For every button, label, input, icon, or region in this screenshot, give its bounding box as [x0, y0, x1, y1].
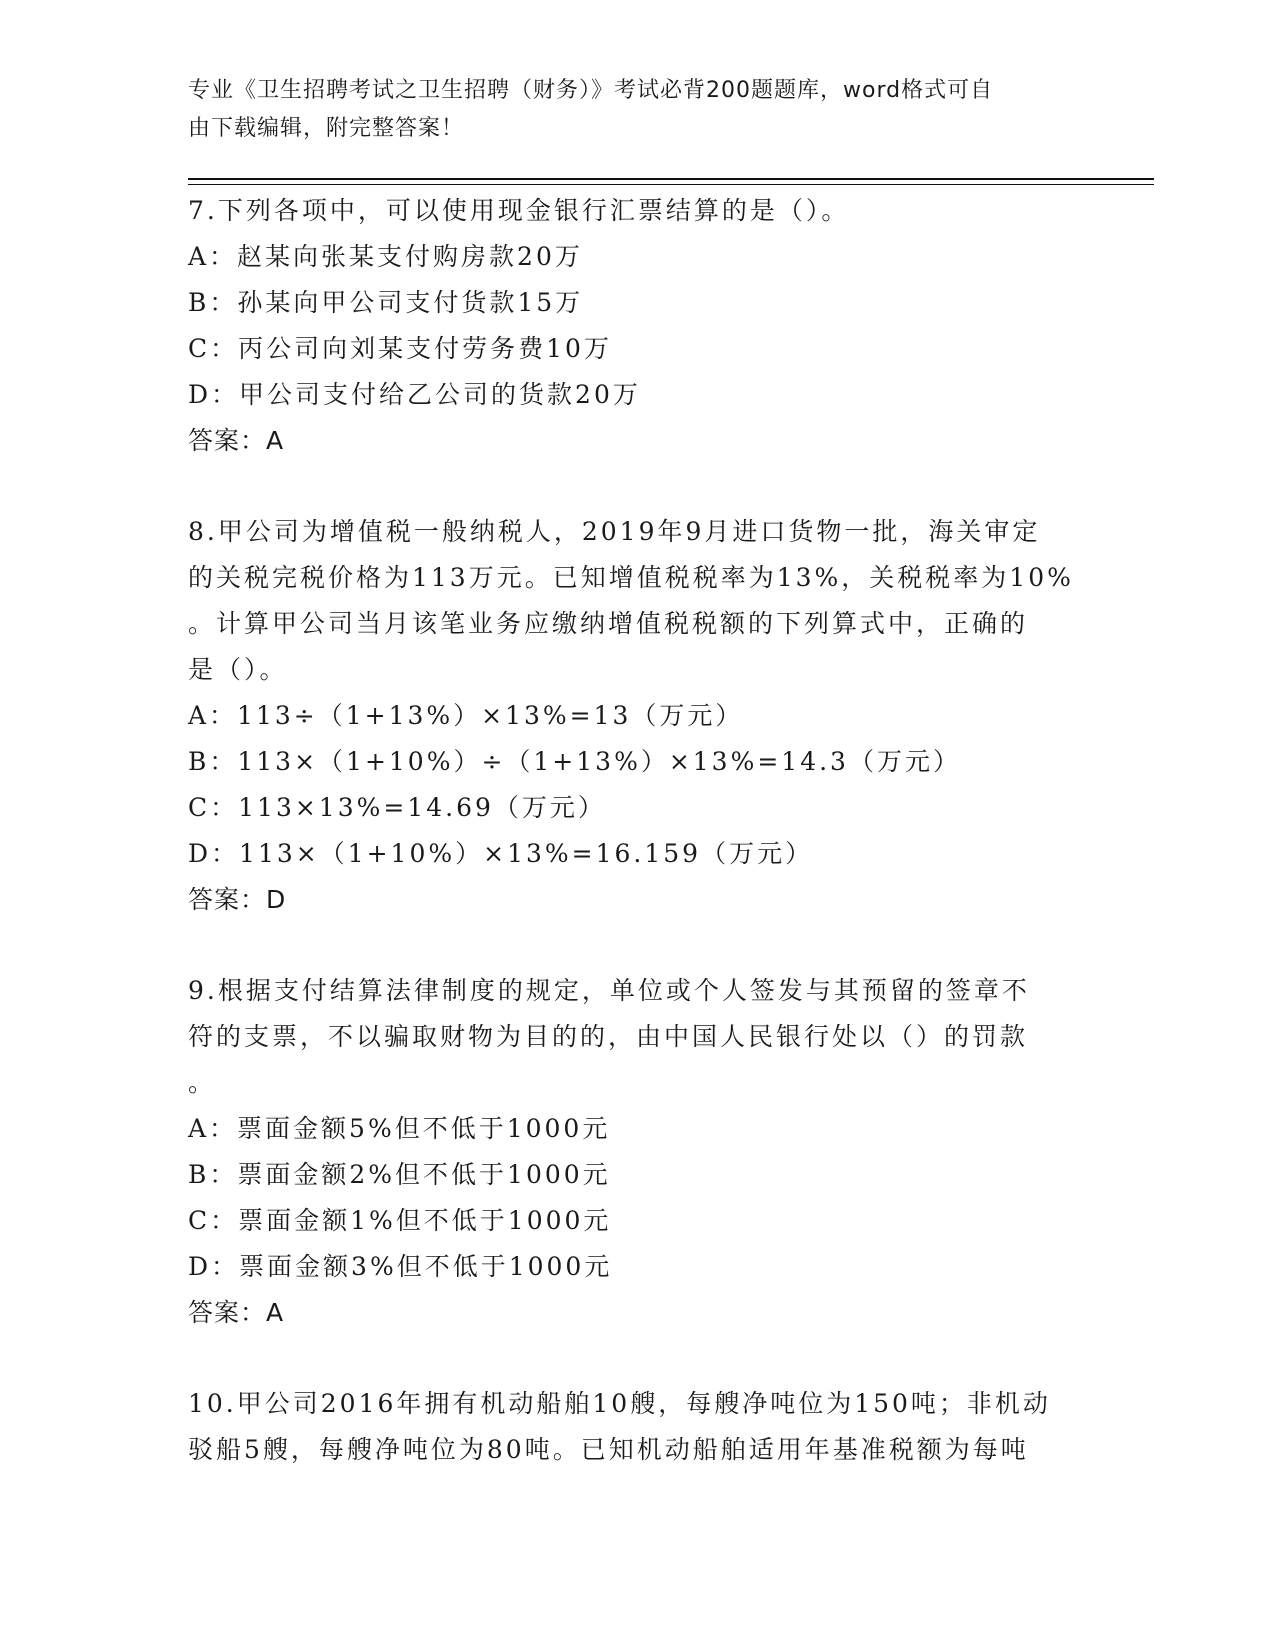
- question-spacer: [188, 464, 1088, 509]
- option-b: B：孙某向甲公司支付货款15万: [188, 288, 584, 317]
- question-spacer: [188, 1336, 1088, 1381]
- option-d: D：113×（1+10%）×13%=16.159（万元）: [188, 839, 814, 868]
- question-10: [188, 1381, 1088, 1473]
- question-text-line: 驳船5艘，每艘净吨位为80吨。已知机动船舶适用年基准税额为每吨: [188, 1435, 1029, 1464]
- question-7: [188, 188, 1088, 464]
- question-text-line: 7.下列各项中，可以使用现金银行汇票结算的是（）。: [188, 196, 850, 225]
- question-text-line: 是（）。: [188, 655, 288, 684]
- document-header: [188, 72, 1068, 148]
- option-d: D：票面金额3%但不低于1000元: [188, 1252, 613, 1281]
- option-b: B：113×（1+10%）÷（1+13%）×13%=14.3（万元）: [188, 747, 961, 776]
- header-line-1: 专业《卫生招聘考试之卫生招聘（财务）》考试必背200题题库，word格式可自: [188, 78, 994, 103]
- question-list: [188, 188, 1088, 1473]
- option-b: B：票面金额2%但不低于1000元: [188, 1160, 611, 1189]
- option-d: D：甲公司支付给乙公司的货款20万: [188, 380, 641, 409]
- header-divider-thick: [188, 178, 1154, 180]
- question-text-line: 10.甲公司2016年拥有机动船舶10艘，每艘净吨位为150吨；非机动: [188, 1389, 1051, 1418]
- question-text-line: 的关税完税价格为113万元。已知增值税税率为13%，关税税率为10%: [188, 563, 1074, 592]
- option-a: A：113÷（1+13%）×13%=13（万元）: [188, 701, 744, 730]
- answer-line: 答案：A: [188, 1298, 285, 1327]
- question-spacer: [188, 923, 1088, 968]
- option-c: C：票面金额1%但不低于1000元: [188, 1206, 612, 1235]
- answer-line: 答案：A: [188, 426, 285, 455]
- option-a: A：票面金额5%但不低于1000元: [188, 1114, 611, 1143]
- question-text-line: 9.根据支付结算法律制度的规定，单位或个人签发与其预留的签章不: [188, 976, 1030, 1005]
- header-divider-thin: [188, 184, 1154, 185]
- option-a: A：赵某向张某支付购房款20万: [188, 242, 583, 271]
- answer-line: 答案：D: [188, 885, 287, 914]
- question-text-line: 8.甲公司为增值税一般纳税人，2019年9月进口货物一批，海关审定: [188, 517, 1041, 546]
- option-c: C：113×13%=14.69（万元）: [188, 793, 606, 822]
- question-text-line: 。计算甲公司当月该笔业务应缴纳增值税税额的下列算式中，正确的: [188, 609, 1029, 638]
- question-8: [188, 509, 1088, 923]
- header-line-2: 由下载编辑，附完整答案！: [188, 116, 465, 141]
- option-c: C：丙公司向刘某支付劳务费10万: [188, 334, 612, 363]
- question-text-line: 符的支票，不以骗取财物为目的的，由中国人民银行处以（）的罚款: [188, 1022, 1029, 1051]
- question-text-line: 。: [188, 1068, 217, 1097]
- question-9: [188, 968, 1088, 1336]
